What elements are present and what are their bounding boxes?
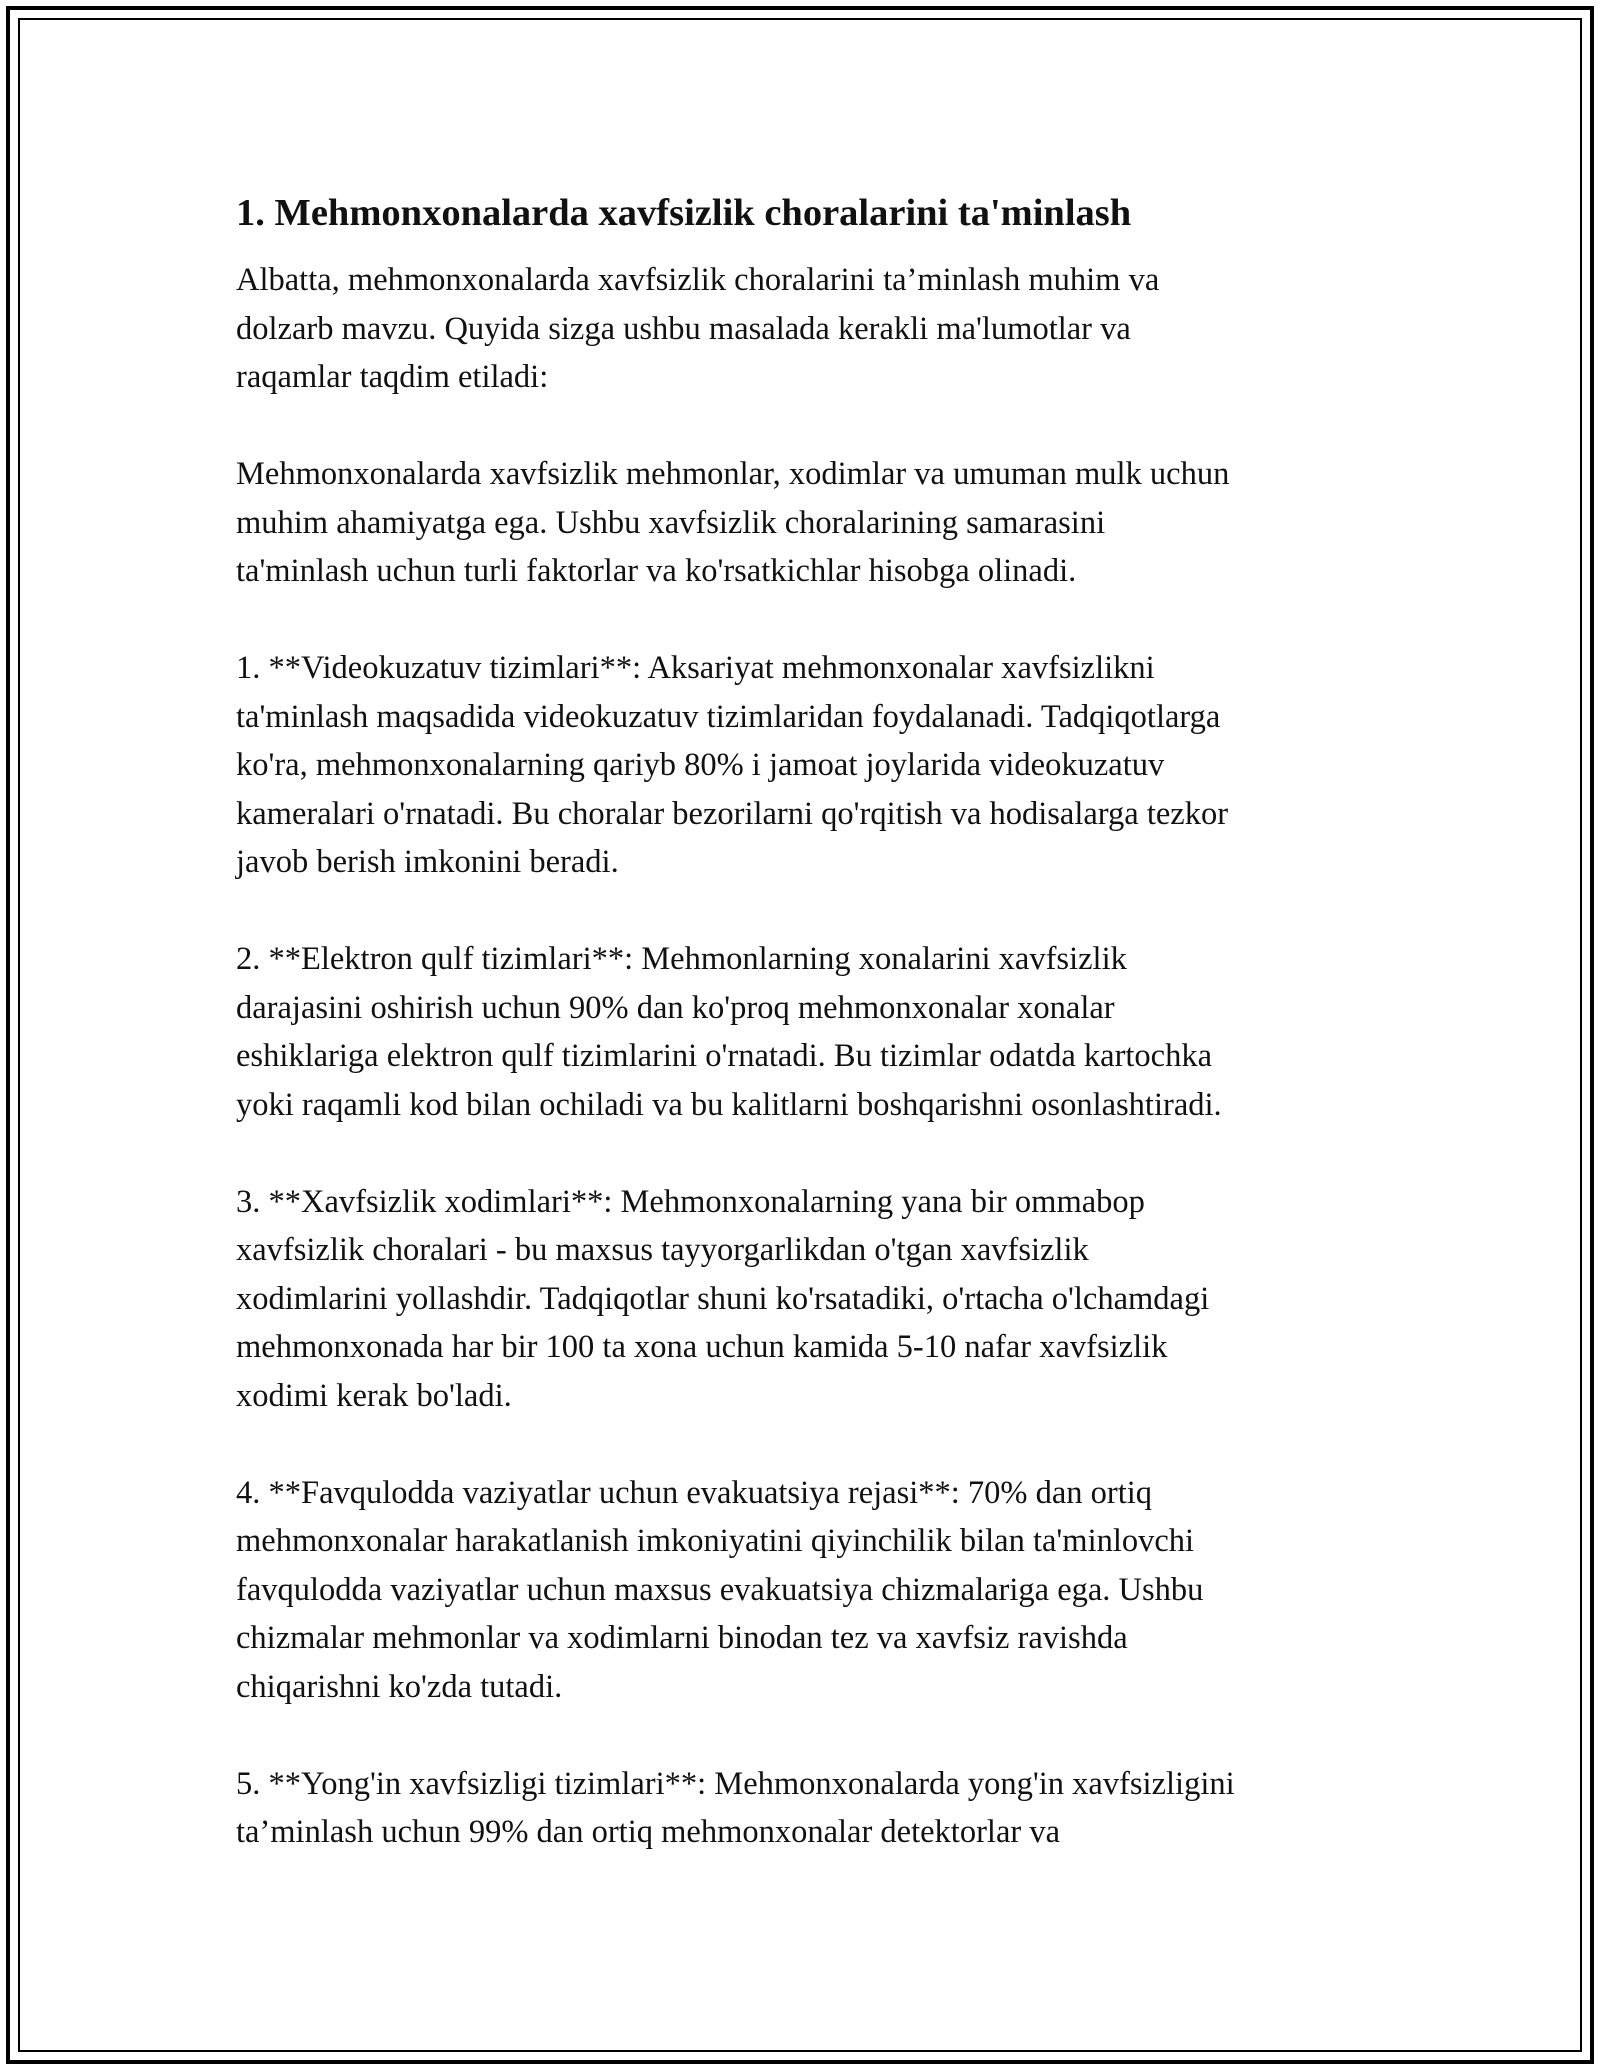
paragraph-line: Albatta, mehmonxonalarda xavfsizlik choralarini ta’minlash muhim va (236, 262, 1160, 298)
paragraph-line: 3. **Xavfsizlik xodimlari**: Mehmonxonalarning yana bir ommabop (236, 1183, 1145, 1220)
paragraph-line: raqamlar taqdim etiladi: (236, 359, 549, 395)
list-item-evakuatsiya (236, 1469, 1386, 1712)
list-item-yongin-xavfsizligi (236, 1760, 1386, 1857)
paragraph-line: javob berish imkonini beradi. (236, 844, 619, 880)
paragraph-line: xavfsizlik choralari - bu maxsus tayyorgarlikdan o'tgan xavfsizlik (236, 1232, 1089, 1268)
paragraph-line: dolzarb mavzu. Quyida sizga ushbu masalada kerakli ma'lumotlar va (236, 310, 1131, 347)
paragraph-line: 5. **Yong'in xavfsizligi tizimlari**: Mehmonxonalarda yong'in xavfsizligini (236, 1765, 1235, 1802)
list-item-videokuzatuv (236, 644, 1386, 887)
paragraph-line: ta'minlash maqsadida videokuzatuv tizimlaridan foydalanadi. Tadqiqotlarga (236, 698, 1221, 735)
document-title: 1. Mehmonxonalarda xavfsizlik choralarini ta'minlash (236, 192, 1132, 234)
list-item-elektron-qulf (236, 935, 1386, 1129)
paragraph-line: ko'ra, mehmonxonalarning qariyb 80% i jamoat joylarida videokuzatuv (236, 747, 1165, 783)
paragraph-line: mehmonxonada har bir 100 ta xona uchun kamida 5-10 nafar xavfsizlik (236, 1329, 1168, 1365)
paragraph-line: favqulodda vaziyatlar uchun maxsus evakuatsiya chizmalariga ega. Ushbu (236, 1571, 1204, 1608)
paragraph-line: eshiklariga elektron qulf tizimlarini o'rnatadi. Bu tizimlar odatda kartochka (236, 1038, 1213, 1074)
paragraph-line: Mehmonxonalarda xavfsizlik mehmonlar, xodimlar va umuman mulk uchun (236, 456, 1230, 492)
paragraph-intro (236, 256, 1386, 402)
paragraph-line: chiqarishni ko'zda tutadi. (236, 1668, 563, 1705)
paragraph-line: ta'minlash uchun turli faktorlar va ko'rsatkichlar hisobga olinadi. (236, 553, 1077, 589)
paragraph-line: chizmalar mehmonlar va xodimlarni binodan tez va xavfsiz ravishda (236, 1620, 1128, 1656)
paragraph-line: ta’minlash uchun 99% dan ortiq mehmonxonalar detektorlar va (236, 1814, 1060, 1850)
paragraph-overview (236, 450, 1386, 596)
paragraph-line: darajasini oshirish uchun 90% dan ko'proq mehmonxonalar xonalar (236, 989, 1115, 1026)
document-body (236, 186, 1386, 1905)
paragraph-line: kameralari o'rnatadi. Bu choralar bezorilarni qo'rqitish va hodisalarga tezkor (236, 795, 1229, 832)
paragraph-line: mehmonxonalar harakatlanish imkoniyatini qiyinchilik bilan ta'minlovchi (236, 1523, 1195, 1559)
paragraph-line: 4. **Favqulodda vaziyatlar uchun evakuatsiya rejasi**: 70% dan ortiq (236, 1474, 1153, 1511)
paragraph-line: xodimi kerak bo'ladi. (236, 1377, 512, 1414)
paragraph-line: muhim ahamiyatga ega. Ushbu xavfsizlik choralarining samarasini (236, 504, 1106, 541)
paragraph-line: yoki raqamli kod bilan ochiladi va bu kalitlarni boshqarishni osonlashtiradi. (236, 1086, 1222, 1123)
paragraph-line: 1. **Videokuzatuv tizimlari**: Aksariyat mehmonxonalar xavfsizlikni (236, 650, 1155, 686)
paragraph-line: xodimlarini yollashdir. Tadqiqotlar shuni ko'rsatadiki, o'rtacha o'lchamdagi (236, 1280, 1210, 1317)
paragraph-line: 2. **Elektron qulf tizimlari**: Mehmonlarning xonalarini xavfsizlik (236, 941, 1127, 977)
list-item-xavfsizlik-xodimlari (236, 1178, 1386, 1421)
